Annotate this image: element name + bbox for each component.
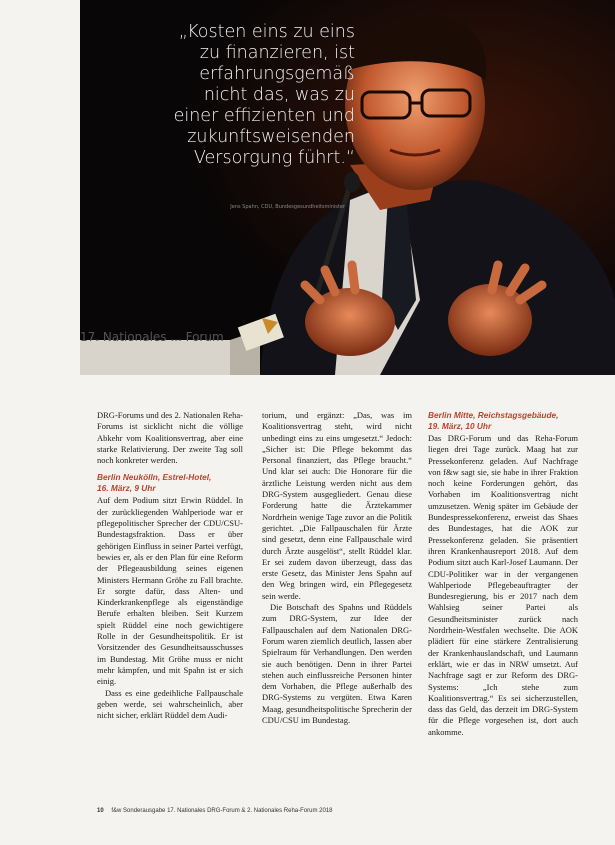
paragraph: torium, und ergänzt: „Das, was im Koalitionsvertrag steht, wird nicht unbedingt eins zu eins umgesetzt.“ Jedoch: „Sicher ist: Die Pflege bekommt das Personal finanziert, das Pflege braucht.“ Und klar sei auch: Die Honorare für die ärztliche Leistung werden nicht aus dem DRG-System ausgegliedert. Genau diese Forderung hatte die Ärztekammer Nordrhein wenige Tage zuvor an die Politik gerichtet. „Die Fallpauschalen für Ärzte sind gesetzt, denn eine Fallpauschale wird durch Ärzte ausgelöst“, stellt Rüddel klar. Er sei zudem davon überzeugt, dass das erste Gesetz, das Minister Jens Spahn auf den Weg bringen wird, ein Pflegegesetz sein werde.	[262, 410, 412, 601]
section-subheading	[97, 472, 243, 494]
footer-text: f&w Sonderausgabe 17. Nationales DRG-Forum & 2. Nationales Reha-Forum 2018	[111, 808, 333, 814]
paragraph: Das DRG-Forum und das Reha-Forum liegen drei Tage zurück. Maag hat zur Pressekonferenz geladen. Auf Nachfrage von f&w sagt sie, sie habe in ihrer Fraktion noch keine Forderungen gehört, das Vorhaben im Koalitionsvertrag nicht umzusetzen. Wenig später im Gebäude der Bundespressekonferenz, erweist das Shaes des Bundestages, hat die AOK zur Pressekonferenz geladen. Sie präsentiert ihren Krankenhausreport 2018. Auf dem Podium sitzt auch Karl-Josef Laumann. Der CDU-Politiker war in der vergangenen Wahlperiode Pflegebeauftragter der Bundesregierung, bis er 2017 nach dem Wahlsieg seiner Partei als Gesundheitsminister zurück nach Nordrhein-Westfalen wechselte. Die AOK plädiert für eine stärkere Zentralisierung der Krankenhauslandschaft, und Laumann erklärt, wie er das in NRW umsetzt. Auf Nachfrage sagt er zur Reform des DRG-Systems: „Ich stehe zum Koalitionsvertrag.“ Es sei sicherzustellen, dass das Geld, das derzeit im DRG-System für die Pflege vorgesehen ist, dort auch ankomme.	[428, 433, 578, 737]
lectern-sign: 17. Nationales ... Forum	[80, 330, 224, 344]
pull-quote-line: Versorgung führt.“	[193, 148, 355, 168]
subheading-line: Berlin Mitte, Reichstagsgebäude,	[428, 410, 559, 420]
pull-quote-line: „Kosten eins zu eins	[178, 22, 355, 42]
paragraph: Die Botschaft des Spahns und Rüddels zum DRG-System, zur Idee der Fallpauschalen auf dem Nationalen DRG-Forum waren ziemlich deutlich, lassen aber Spielraum für Verhandlungen. Den werden sie auch benötigen. Denn in ihrer Partei stehen auch einflussreiche Personen hinter dem Vorhaben, die Pflege außerhalb des DRG-Systems zu vergüten. Etwa Karen Maag, gesundheitspolitische Sprecherin der CDU/CSU im Bundestag.	[262, 602, 412, 726]
pull-quote	[80, 22, 355, 169]
text-column-3	[428, 410, 578, 738]
pull-quote-line: erfahrungsgemäß	[199, 64, 355, 84]
text-column-2	[262, 410, 412, 726]
speaker-photo	[80, 0, 615, 375]
subheading-line: Berlin Neukölln, Estrel-Hotel,	[97, 472, 212, 483]
paragraph: Auf dem Podium sitzt Erwin Rüddel. In der zurückliegenden Wahlperiode war er pflegepolitischer Sprecher der CDU/CSU-Bundestagsfraktion. Dass er über gehörigen Einfluss in seiner Partei verfügt, bewies er, als er den Plan für eine Reform der Pflegeausbildung seines eigenen Ministers Hermann Gröhe zu Fall brachte. Er sorgte dafür, dass Alten- und Kinderkrankenpflege als eigenständige Berufe erhalten bleiben. Seit Kurzem spielt Rüddel eine noch gewichtigere Rolle in der Gesundheitspolitik. Er ist Vorsitzender des Gesundheitsausschusses im Bundestag. Mit Gröhe muss er nicht mehr kämpfen, und mit Spahn ist er sich einig.	[97, 495, 243, 687]
pull-quote-line: nicht das, was zu	[203, 85, 355, 105]
text-column-1	[97, 410, 243, 721]
pull-quote-line: zukunftsweisenden	[187, 127, 355, 147]
pull-quote-line: zu finanzieren, ist	[199, 43, 355, 63]
pull-quote-line: einer effizienten und	[173, 106, 355, 126]
page-number: 10	[97, 808, 104, 814]
subheading-line: 16. März, 9 Uhr	[97, 483, 156, 494]
section-subheading	[428, 410, 578, 432]
subheading-line: 19. März, 10 Uhr	[428, 421, 492, 431]
paragraph: Dass es eine gedeihliche Fallpauschale geben werde, sei wahrscheinlich, aber nicht sicher, erklärt Rüddel dem Audi-	[97, 687, 243, 721]
paragraph: DRG-Forums und des 2. Nationalen Reha-Forums ist sicklicht nicht die völlige Abkehr vom Koalitionsvertrag, aber eine starke Relativierung. Der zweite Tag soll noch konkreter werden.	[97, 410, 243, 466]
quote-credit: Jens Spahn, CDU, Bundesgesundheitsminister	[230, 204, 345, 210]
page-footer	[97, 808, 332, 814]
